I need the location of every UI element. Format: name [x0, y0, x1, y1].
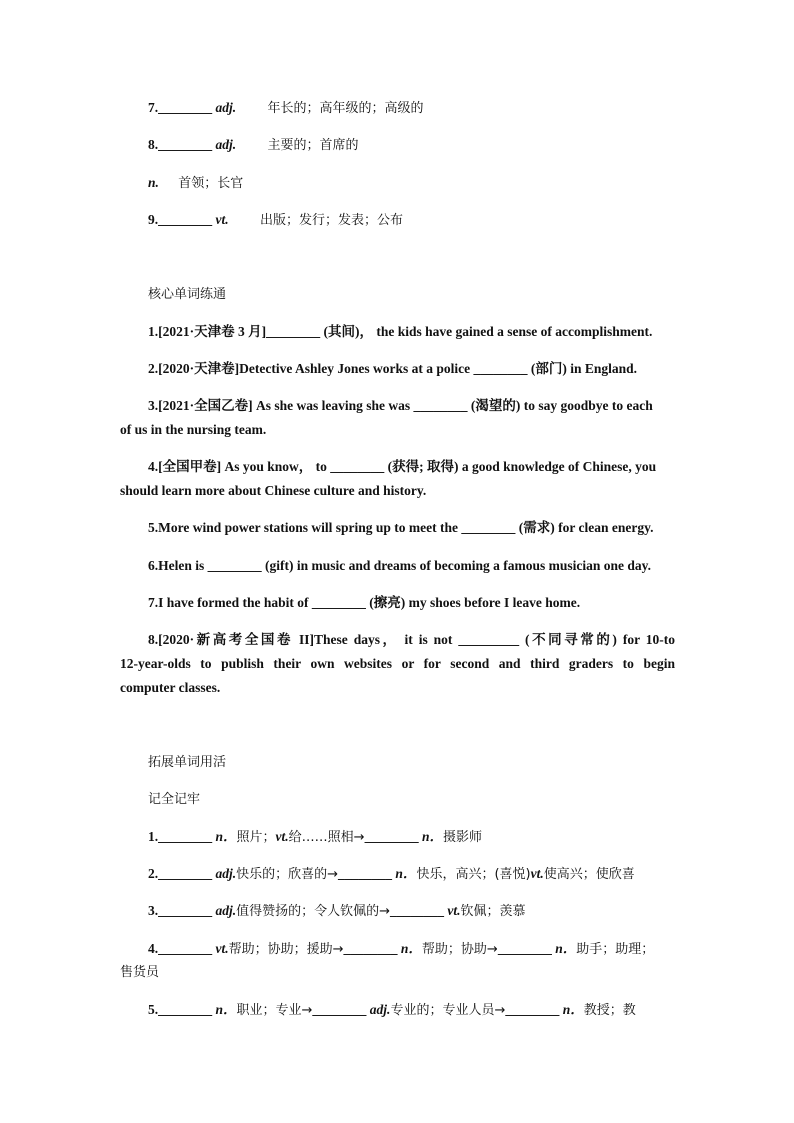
part-of-speech: adj.	[215, 100, 237, 115]
part-of-speech: adj.	[369, 1002, 391, 1017]
meaning: 值得赞扬的；令人钦佩的→	[236, 904, 391, 919]
meaning: 帮助；协助；援助→	[228, 942, 344, 957]
exercise-question-8-end: computer classes.	[120, 680, 221, 695]
word-family-item-4	[148, 937, 675, 962]
answer-blank: ________	[312, 1002, 367, 1017]
meaning: 专业的；专业人员→	[390, 1003, 506, 1018]
meaning: 钦佩；羡慕	[460, 904, 526, 919]
section-subtitle: 记全记牢	[148, 792, 201, 807]
answer-blank: ________	[364, 829, 419, 844]
part-of-speech: vt.	[215, 941, 229, 956]
word-family-item-3	[148, 899, 675, 924]
part-of-speech: adj.	[215, 137, 237, 152]
section-title-extended-words: 拓展单词用活	[148, 755, 227, 770]
answer-blank: 2.________	[148, 866, 213, 881]
answer-blank: ________	[390, 903, 445, 918]
meaning: 使高兴；使欣喜	[543, 867, 635, 882]
part-of-speech: n．	[215, 829, 237, 844]
answer-blank: 5.________	[148, 1002, 213, 1017]
meaning: 年长的；高年级的；高级的	[267, 101, 424, 116]
part-of-speech: vt.	[530, 866, 544, 881]
part-of-speech: vt.	[447, 903, 461, 918]
exercise-question-4: 4.[全国甲卷] As you know， to ________ (获得; 取得) a good knowledge of Chinese, you	[148, 459, 657, 474]
part-of-speech: n.	[148, 175, 159, 190]
exercise-question-3: 3.[2021·全国乙卷] As she was leaving she was ________ (渴望的) to say goodbye to each	[148, 398, 653, 413]
meaning: 主要的；首席的	[267, 138, 359, 153]
meaning: 快乐的；欣喜的→	[236, 867, 339, 882]
answer-blank: 4.________	[148, 941, 213, 956]
vocab-item-7	[148, 96, 675, 121]
word-family-item-2	[148, 862, 675, 887]
exercise-question-7: 7.I have formed the habit of ________ (擦亮) my shoes before I leave home.	[148, 595, 581, 610]
meaning: 职业；专业→	[236, 1003, 313, 1018]
exercise-question-2: 2.[2020·天津卷]Detective Ashley Jones works at a police ________ (部门) in England.	[148, 361, 637, 376]
exercise-question-8-cont: 12-year-olds to publish their own websites or for second and third graders to begin	[120, 656, 675, 671]
item-number-blank: 7.________	[148, 100, 213, 115]
answer-blank: ________	[338, 866, 393, 881]
part-of-speech: n．	[215, 1002, 237, 1017]
part-of-speech: n．	[395, 866, 417, 881]
part-of-speech: vt.	[215, 212, 229, 227]
word-family-item-4-cont: 售货员	[120, 965, 160, 980]
part-of-speech: n．	[421, 829, 443, 844]
answer-blank: ________	[497, 941, 552, 956]
meaning: 快乐，高兴；(喜悦)	[416, 867, 531, 882]
part-of-speech: adj.	[215, 903, 237, 918]
vocab-item-8	[148, 133, 675, 158]
part-of-speech: n．	[562, 1002, 584, 1017]
section-title-core-words: 核心单词练通	[148, 287, 227, 302]
exercise-question-4-cont: should learn more about Chinese culture and history.	[120, 483, 427, 498]
part-of-speech: vt.	[275, 829, 289, 844]
exercise-question-5: 5.More wind power stations will spring up to meet the ________ (需求) for clean energy.	[148, 520, 654, 535]
meaning: 摄影师	[442, 830, 482, 845]
meaning: 给……照相→	[288, 830, 365, 845]
meaning: 首领；长官	[178, 176, 244, 191]
meaning: 教授；教	[583, 1003, 636, 1018]
answer-blank: 3.________	[148, 903, 213, 918]
exercise-question-6: 6.Helen is ________ (gift) in music and dreams of becoming a famous musician one day.	[148, 558, 652, 573]
vocab-item-9	[148, 208, 675, 233]
meaning: 照片；	[236, 830, 276, 845]
exercise-question-1: 1.[2021·天津卷 3 月]________ (其间)， the kids have gained a sense of accomplishment.	[148, 324, 653, 339]
item-number-blank: 9.________	[148, 212, 213, 227]
exercise-question-8: 8.[2020·新高考全国卷 II]These days， it is not _________ (不同寻常的) for 10-to	[148, 632, 675, 647]
word-family-item-1	[148, 825, 675, 850]
answer-blank: ________	[505, 1002, 560, 1017]
word-family-item-5	[148, 998, 675, 1023]
part-of-speech: n．	[555, 941, 577, 956]
answer-blank: 1.________	[148, 829, 213, 844]
exercise-question-3-cont: of us in the nursing team.	[120, 422, 267, 437]
answer-blank: ________	[343, 941, 398, 956]
part-of-speech: n．	[400, 941, 422, 956]
vocab-item-8-noun	[148, 171, 675, 196]
meaning: 帮助；协助→	[421, 942, 498, 957]
meaning: 助手；助理；	[576, 942, 655, 957]
part-of-speech: adj.	[215, 866, 237, 881]
meaning: 出版；发行；发表；公布	[260, 213, 404, 228]
item-number-blank: 8.________	[148, 137, 213, 152]
